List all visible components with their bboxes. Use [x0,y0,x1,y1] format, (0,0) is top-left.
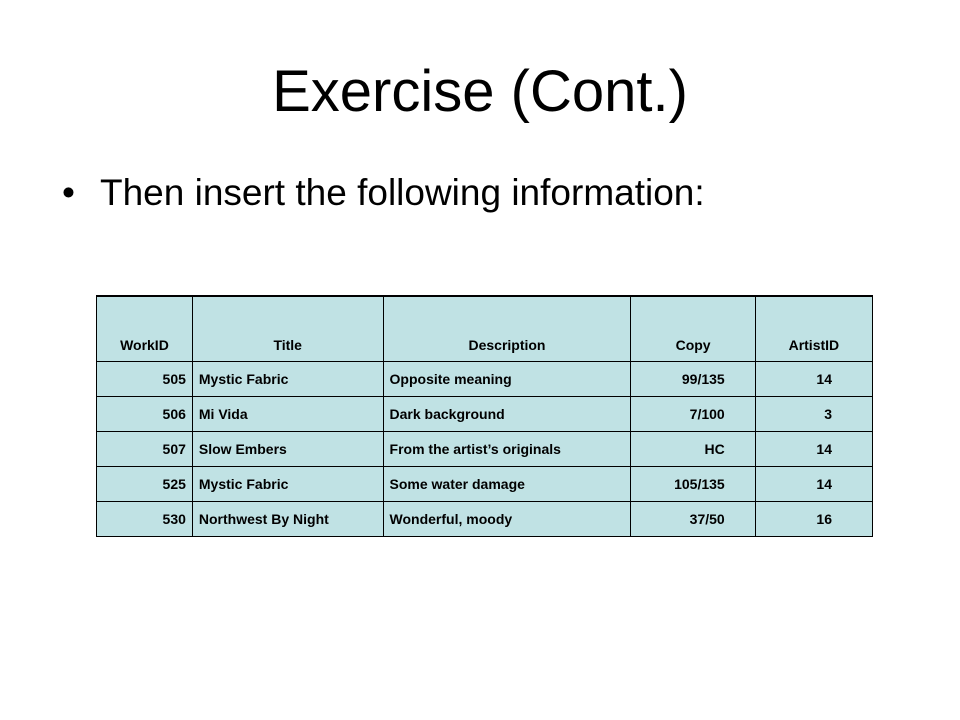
table-row [97,397,873,432]
header-description: Description [383,296,631,362]
cell-artistid: 16 [755,502,872,537]
cell-workid: 530 [97,502,193,537]
bullet-item [62,168,705,218]
cell-title: Northwest By Night [192,502,383,537]
cell-copy: HC [631,432,755,467]
cell-description: Dark background [383,397,631,432]
table-header-row [97,296,873,362]
cell-title: Slow Embers [192,432,383,467]
cell-title: Mi Vida [192,397,383,432]
header-copy: Copy [631,296,755,362]
header-title: Title [192,296,383,362]
cell-title: Mystic Fabric [192,467,383,502]
cell-description: Wonderful, moody [383,502,631,537]
cell-copy: 99/135 [631,362,755,397]
cell-description: Some water damage [383,467,631,502]
header-workid: WorkID [97,296,193,362]
cell-copy: 7/100 [631,397,755,432]
table-row [97,502,873,537]
slide-title: Exercise (Cont.) [272,59,688,124]
cell-workid: 505 [97,362,193,397]
cell-workid: 507 [97,432,193,467]
cell-copy: 105/135 [631,467,755,502]
header-artistid: ArtistID [755,296,872,362]
cell-artistid: 14 [755,467,872,502]
bullet-icon: • [62,172,75,213]
bullet-text: Then insert the following information: [100,172,705,213]
table-row [97,432,873,467]
cell-description: From the artist’s originals [383,432,631,467]
cell-workid: 506 [97,397,193,432]
cell-artistid: 3 [755,397,872,432]
cell-artistid: 14 [755,432,872,467]
table-row [97,467,873,502]
cell-workid: 525 [97,467,193,502]
table-row [97,362,873,397]
cell-artistid: 14 [755,362,872,397]
cell-title: Mystic Fabric [192,362,383,397]
works-table [96,295,873,537]
cell-description: Opposite meaning [383,362,631,397]
cell-copy: 37/50 [631,502,755,537]
